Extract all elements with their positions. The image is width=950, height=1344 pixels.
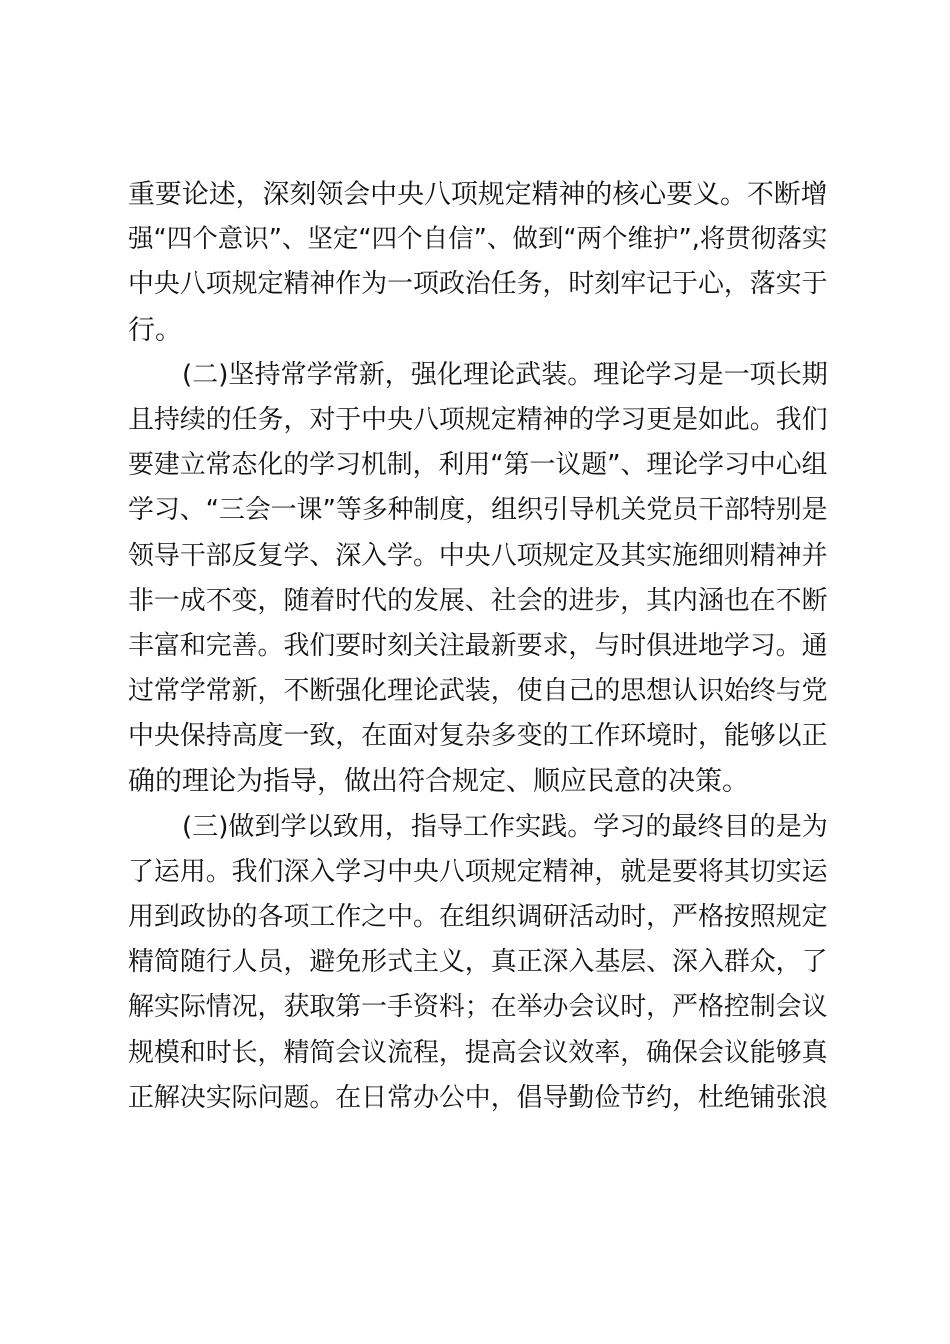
text-line: 强“四个意识”、坚定“四个自信”、做到“两个维护”,将贯彻落实 xyxy=(128,224,828,255)
text-line: 精简随行人员，避免形式主义，真正深入基层、深入群众，了 xyxy=(128,947,828,978)
text-line: 行。 xyxy=(128,314,182,346)
text-line: 重要论述，深刻领会中央八项规定精神的核心要义。不断增 xyxy=(128,179,828,210)
text-line: 学习、“三会一课”等多种制度，组织引导机关党员干部特别是 xyxy=(128,495,828,526)
text-line: 确的理论为指导，做出符合规定、顺应民意的决策。 xyxy=(128,766,749,798)
text-line: 非一成不变，随着时代的发展、社会的进步，其内涵也在不断 xyxy=(128,585,828,616)
text-line: 了运用。我们深入学习中央八项规定精神，就是要将其切实运 xyxy=(128,856,828,887)
text-line: 规模和时长，精简会议流程，提高会议效率，确保会议能够真 xyxy=(128,1037,828,1068)
paragraph-heading-3: (三)做到学以致用，指导工作实践。学习的最终目的是为 xyxy=(182,811,828,842)
text-line: 中央保持高度一致，在面对复杂多变的工作环境时，能够以正 xyxy=(128,721,828,752)
paragraph-heading-2: (二)坚持常学常新，强化理论武装。理论学习是一项长期 xyxy=(182,359,828,390)
text-line: 正解决实际问题。在日常办公中，倡导勤俭节约，杜绝铺张浪 xyxy=(128,1082,828,1113)
text-line: 领导干部反复学、深入学。中央八项规定及其实施细则精神并 xyxy=(128,540,828,571)
text-line: 要建立常态化的学习机制，利用“第一议题”、理论学习中心组 xyxy=(128,450,828,481)
text-line: 丰富和完善。我们要时刻关注最新要求，与时俱进地学习。通 xyxy=(128,630,828,661)
text-line: 且持续的任务，对于中央八项规定精神的学习更是如此。我们 xyxy=(128,404,828,435)
text-line: 解实际情况，获取第一手资料；在举办会议时，严格控制会议 xyxy=(128,992,828,1023)
text-line: 过常学常新，不断强化理论武装，使自己的思想认识始终与党 xyxy=(128,676,828,707)
text-line: 用到政协的各项工作之中。在组织调研活动时，严格按照规定 xyxy=(128,902,828,932)
text-line: 中央八项规定精神作为一项政治任务，时刻牢记于心，落实于 xyxy=(128,269,828,300)
body-text xyxy=(128,172,828,1121)
